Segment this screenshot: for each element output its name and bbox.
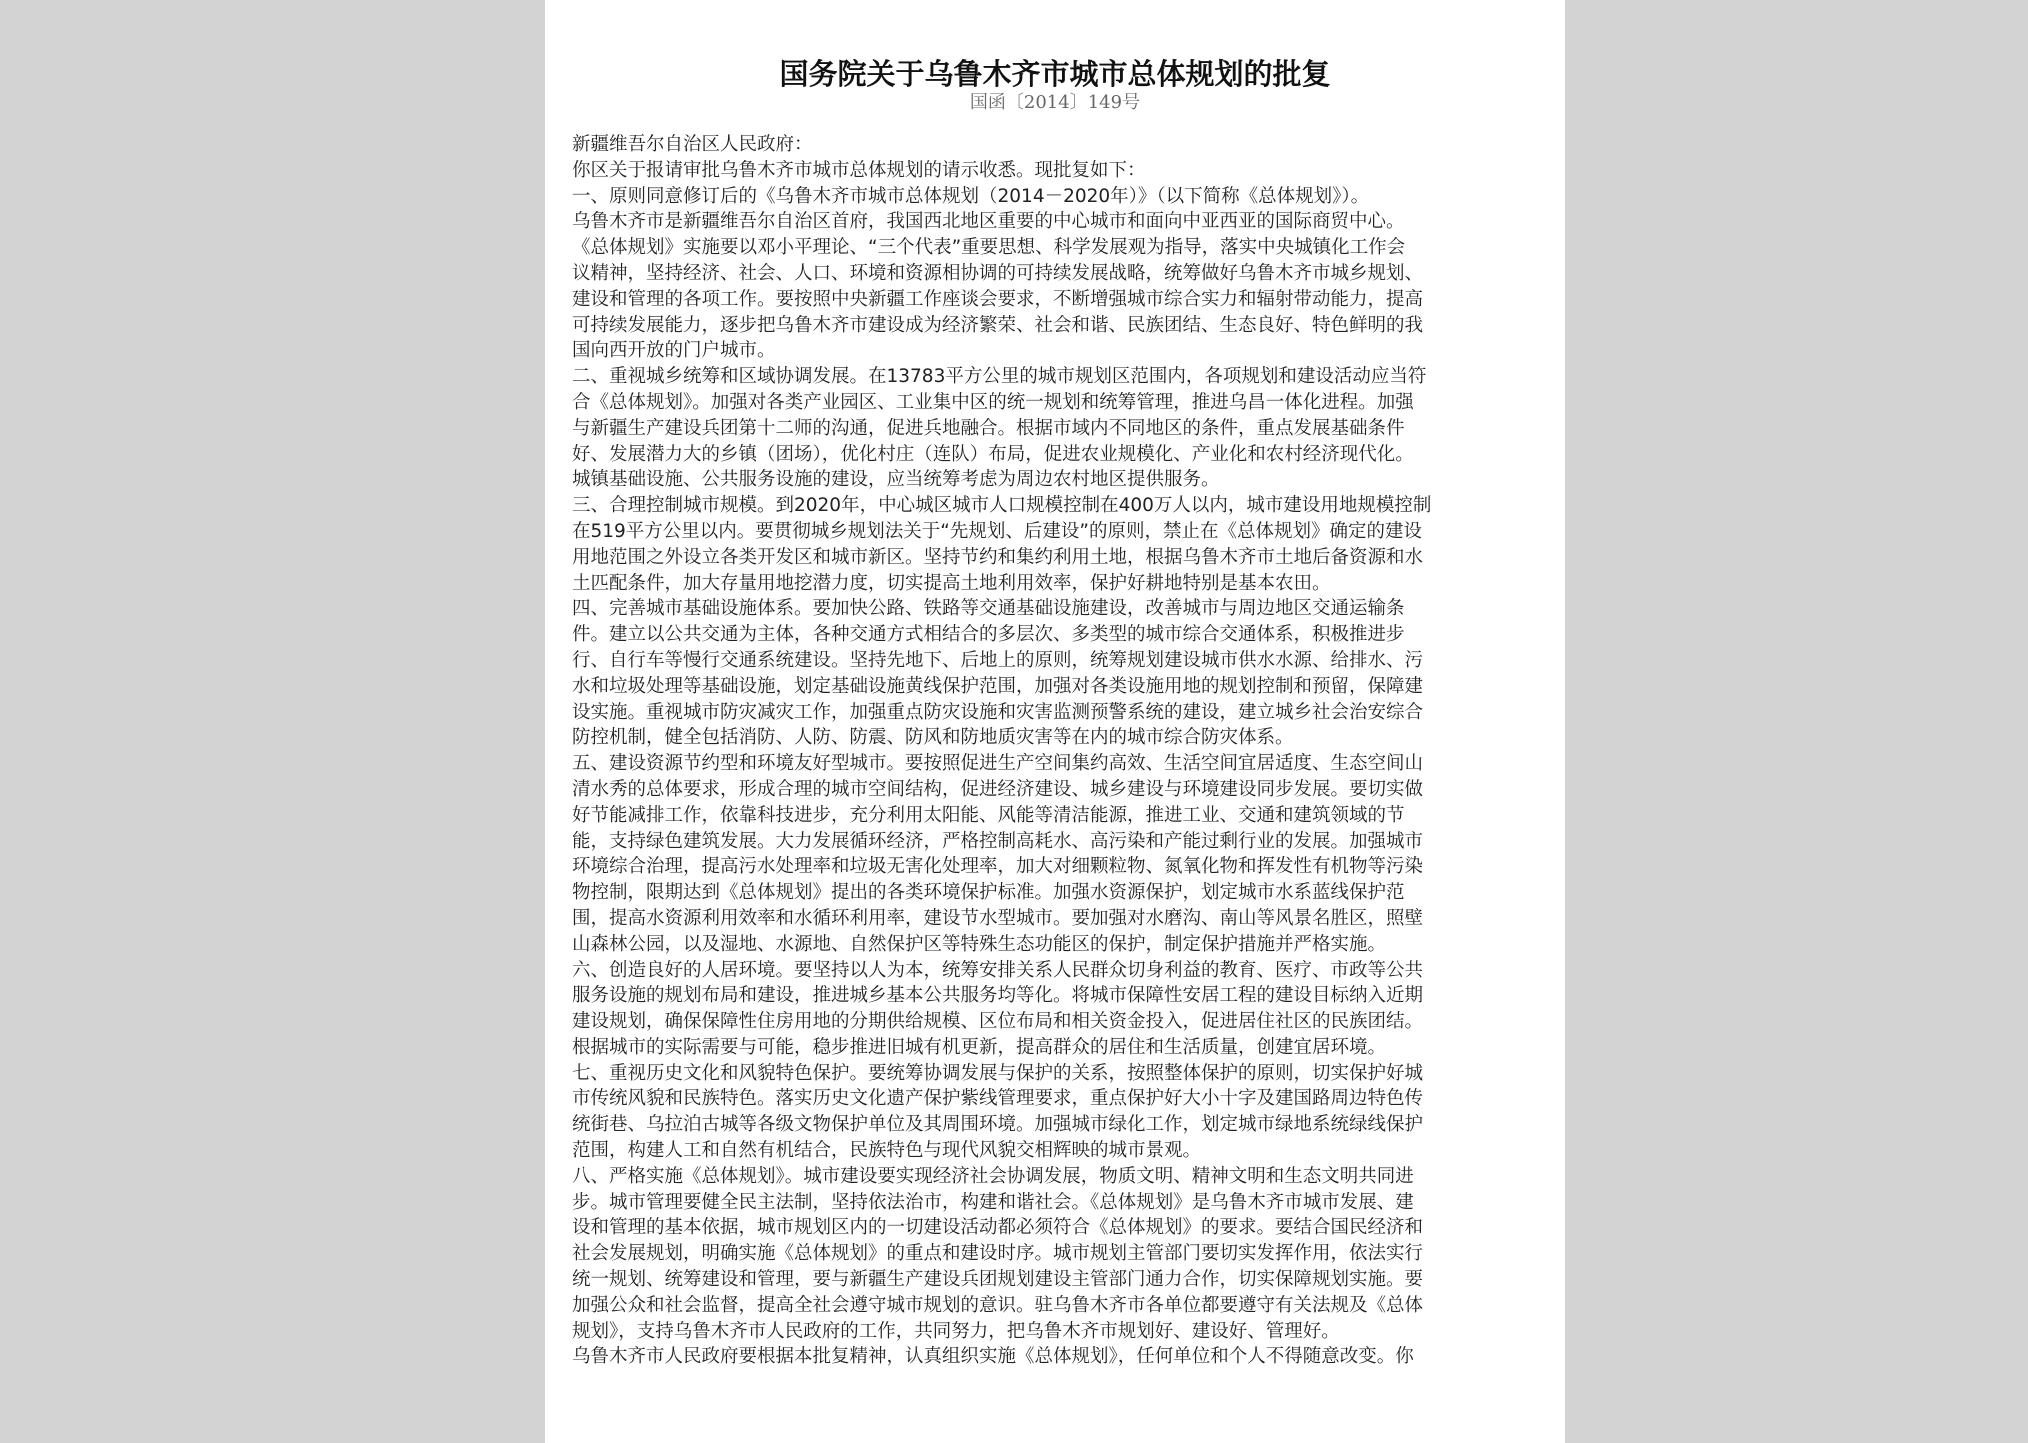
- text-line: 七、重视历史文化和风貌特色保护。要统筹协调发展与保护的关系，按照整体保护的原则，切实保护好城: [572, 1062, 1424, 1084]
- text-line: 《总体规划》实施要以邓小平理论、“三个代表”重要思想、科学发展观为指导，落实中央城镇化工作会: [572, 237, 1406, 259]
- text-line: 可持续发展能力，逐步把乌鲁木齐市建设成为经济繁荣、社会和谐、民族团结、生态良好、特色鲜明的我: [572, 314, 1424, 336]
- text-line: 你区关于报请审批乌鲁木齐市城市总体规划的请示收悉。现批复如下：: [572, 159, 1146, 181]
- text-line: 合《总体规划》。加强对各类产业园区、工业集中区的统一规划和统筹管理，推进乌昌一体化进程。加强: [572, 391, 1414, 413]
- text-line: 行、自行车等慢行交通系统建设。坚持先地下、后地上的原则，统筹规划建设城市供水水源、给排水、污: [572, 649, 1424, 671]
- text-line: 与新疆生产建设兵团第十二师的沟通，促进兵地融合。根据市域内不同地区的条件，重点发展基础条件: [572, 417, 1405, 439]
- text-line: 能，支持绿色建筑发展。大力发展循环经济，严格控制高耗水、高污染和产能过剩行业的发展。加强城市: [572, 830, 1424, 852]
- text-line: 围，提高水资源利用效率和水循环利用率，建设节水型城市。要加强对水磨沟、南山等风景名胜区，照壁: [572, 907, 1424, 929]
- text-line: 一、原则同意修订后的《乌鲁木齐市城市总体规划（2014－2020年）》（以下简称《总体规划》）。: [572, 185, 1370, 207]
- text-line: 防控机制，健全包括消防、人防、防震、防风和防地质灾害等在内的城市综合防灾体系。: [572, 727, 1294, 749]
- document-title: 国务院关于乌鲁木齐市城市总体规划的批复: [779, 57, 1331, 91]
- text-line: 四、完善城市基础设施体系。要加快公路、铁路等交通基础设施建设，改善城市与周边地区交通运输条: [572, 598, 1405, 620]
- text-line: 环境综合治理，提高污水处理率和垃圾无害化处理率，加大对细颗粒物、氮氧化物和挥发性有机物等污染: [572, 856, 1424, 878]
- text-line: 用地范围之外设立各类开发区和城市新区。坚持节约和集约利用土地，根据乌鲁木齐市土地后备资源和水: [572, 546, 1424, 568]
- text-line: 建设规划，确保保障性住房用地的分期供给规模、区位布局和相关资金投入，促进居住社区的民族团结。: [572, 1011, 1424, 1033]
- text-line: 社会发展规划，明确实施《总体规划》的重点和建设时序。城市规划主管部门要切实发挥作用，依法实行: [572, 1243, 1424, 1265]
- text-line: 统一规划、统筹建设和管理，要与新疆生产建设兵团规划建设主管部门通力合作，切实保障规划实施。要: [572, 1269, 1424, 1291]
- text-line: 清水秀的总体要求，形成合理的城市空间结构，促进经济建设、城乡建设与环境建设同步发展。要切实做: [572, 778, 1424, 800]
- text-line: 统街巷、乌拉泊古城等各级文物保护单位及其周围环境。加强城市绿化工作，划定城市绿地系统绿线保护: [572, 1114, 1424, 1136]
- document-number: 国函〔2014〕149号: [969, 92, 1141, 113]
- text-line: 三、合理控制城市规模。到2020年，中心城区城市人口规模控制在400万人以内，城市建设用地规模控制: [572, 495, 1432, 517]
- text-line: 乌鲁木齐市是新疆维吾尔自治区首府，我国西北地区重要的中心城市和面向中亚西亚的国际商贸中心。: [572, 211, 1405, 233]
- text-line: 六、创造良好的人居环境。要坚持以人为本，统筹安排关系人民群众切身利益的教育、医疗、市政等公共: [572, 959, 1424, 981]
- text-line: 议精神，坚持经济、社会、人口、环境和资源相协调的可持续发展战略，统筹做好乌鲁木齐市城乡规划、: [572, 262, 1424, 284]
- text-line: 建设和管理的各项工作。要按照中央新疆工作座谈会要求，不断增强城市综合实力和辐射带动能力，提高: [572, 288, 1424, 310]
- text-line: 好、发展潜力大的乡镇（团场），优化村庄（连队）布局，促进农业规模化、产业化和农村经济现代化。: [572, 443, 1414, 465]
- text-line: 服务设施的规划布局和建设，推进城乡基本公共服务均等化。将城市保障性安居工程的建设目标纳入近期: [572, 985, 1424, 1007]
- text-line: 土匹配条件，加大存量用地挖潜力度，切实提高土地利用效率，保护好耕地特别是基本农田。: [572, 572, 1331, 594]
- text-line: 设和管理的基本依据，城市规划区内的一切建设活动都必须符合《总体规划》的要求。要结合国民经济和: [572, 1217, 1424, 1239]
- text-line: 好节能减排工作，依靠科技进步，充分利用太阳能、风能等清洁能源，推进工业、交通和建筑领域的节: [572, 804, 1405, 826]
- text-line: 乌鲁木齐市人民政府要根据本批复精神，认真组织实施《总体规划》，任何单位和个人不得随意改变。你: [572, 1346, 1414, 1368]
- text-line: 范围，构建人工和自然有机结合，民族特色与现代风貌交相辉映的城市景观。: [572, 1140, 1202, 1162]
- text-line: 规划》，支持乌鲁木齐市人民政府的工作，共同努力，把乌鲁木齐市规划好、建设好、管理好。: [572, 1320, 1340, 1342]
- text-line: 物控制，限期达到《总体规划》提出的各类环境保护标准。加强水资源保护，划定城市水系蓝线保护范: [572, 882, 1405, 904]
- text-line: 加强公众和社会监督，提高全社会遵守城市规划的意识。驻乌鲁木齐市各单位都要遵守有关法规及《总体: [572, 1294, 1424, 1316]
- text-line: 山森林公园，以及湿地、水源地、自然保护区等特殊生态功能区的保护，制定保护措施并严格实施。: [572, 933, 1387, 955]
- text-line: 五、建设资源节约型和环境友好型城市。要按照促进生产空间集约高效、生活空间宜居适度、生态空间山: [572, 753, 1424, 775]
- text-line: 设实施。重视城市防灾减灾工作，加强重点防灾设施和灾害监测预警系统的建设，建立城乡社会治安综合: [572, 701, 1424, 723]
- text-line: 新疆维吾尔自治区人民政府：: [572, 134, 813, 155]
- text-line: 水和垃圾处理等基础设施，划定基础设施黄线保护范围，加强对各类设施用地的规划控制和预留，保障建: [572, 675, 1424, 697]
- text-line: 在519平方公里以内。要贯彻城乡规划法关于“先规划、后建设”的原则，禁止在《总体规划》确定的建设: [572, 520, 1422, 542]
- text-line: 二、重视城乡统筹和区域协调发展。在13783平方公里的城市规划区范围内，各项规划和建设活动应当符: [572, 366, 1427, 388]
- text-line: 市传统风貌和民族特色。落实历史文化遗产保护紫线管理要求，重点保护好大小十字及建国路周边特色传: [572, 1088, 1424, 1110]
- document-body: [572, 132, 1532, 1370]
- text-line: 八、严格实施《总体规划》。城市建设要实现经济社会协调发展，物质文明、精神文明和生态文明共同进: [572, 1165, 1414, 1187]
- text-line: 件。建立以公共交通为主体，各种交通方式相结合的多层次、多类型的城市综合交通体系，积极推进步: [572, 624, 1405, 646]
- document-page: [545, 0, 1565, 1443]
- text-line: 城镇基础设施、公共服务设施的建设，应当统筹考虑为周边农村地区提供服务。: [572, 469, 1220, 491]
- text-line: 步。城市管理要健全民主法制，坚持依法治市，构建和谐社会。《总体规划》是乌鲁木齐市城市发展、建: [572, 1191, 1414, 1213]
- text-line: 国向西开放的门户城市。: [572, 340, 776, 362]
- text-line: 根据城市的实际需要与可能，稳步推进旧城有机更新，提高群众的居住和生活质量，创建宜居环境。: [572, 1036, 1387, 1058]
